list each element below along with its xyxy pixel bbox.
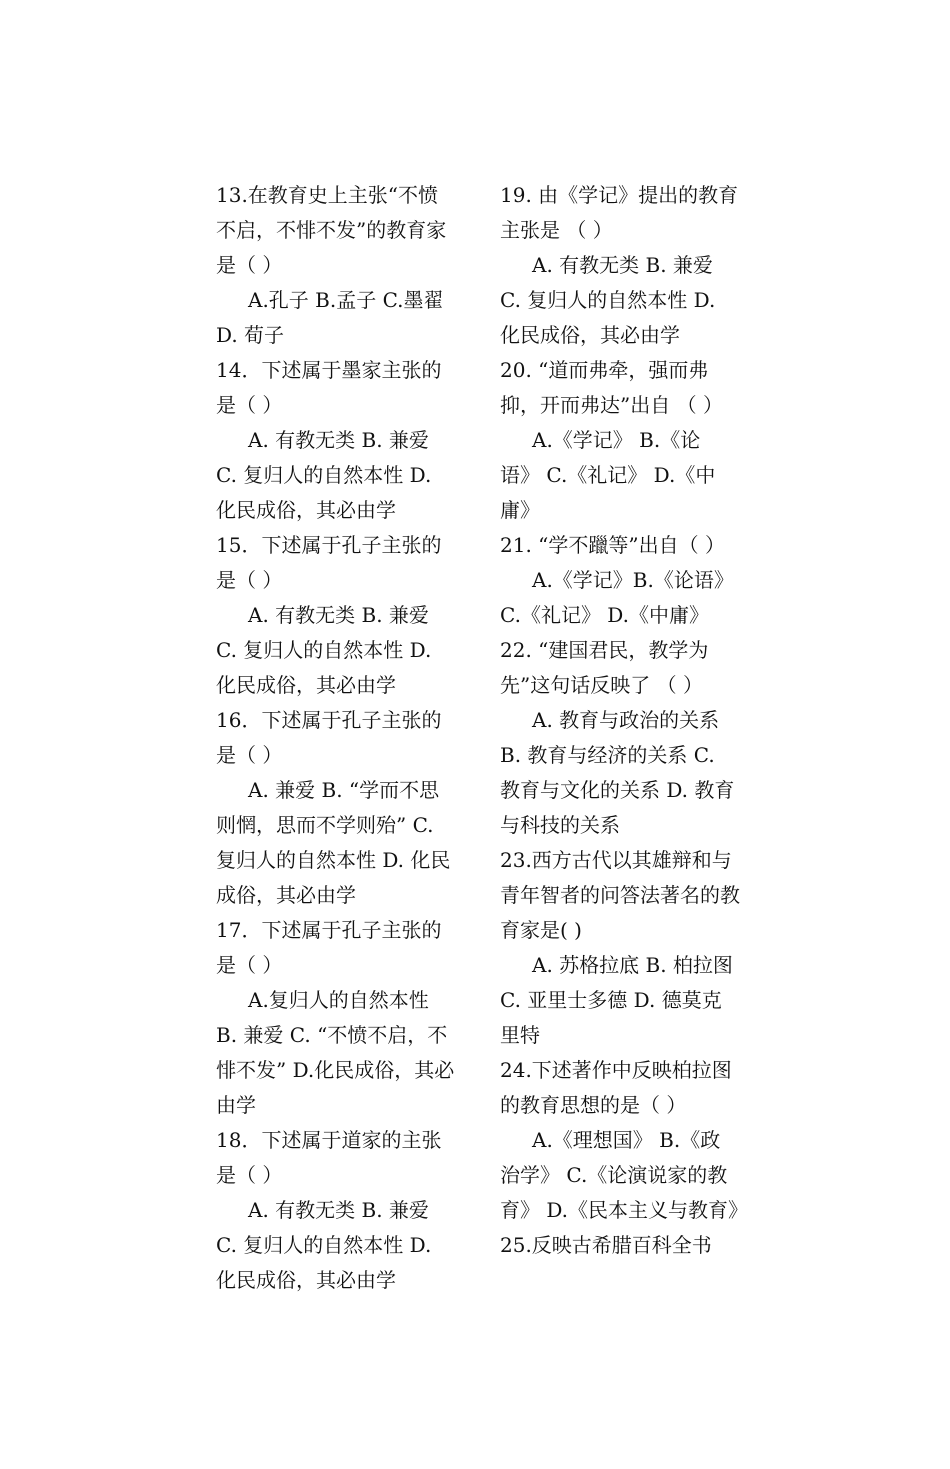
question-options: A. 有教无类 B. 兼爱 C. 复归人的自然本性 D. 化民成俗，其必由学 bbox=[500, 253, 716, 347]
question-text: 23.西方古代以其雄辩和与青年智者的问答法著名的教育家是( ) bbox=[500, 848, 740, 942]
question-item bbox=[216, 703, 456, 913]
question-text: 20. “道而弗牵，强而弗抑，开而弗达”出自 （ ） bbox=[500, 358, 723, 417]
question-item bbox=[500, 1053, 749, 1228]
question-text: 13.在教育史上主张“不愤不启，不悱不发”的教育家是（ ） bbox=[216, 183, 447, 277]
question-options: A.《学记》 B.《论语》 C.《礼记》 D.《中庸》 bbox=[500, 428, 716, 522]
question-text: 16．下述属于孔子主张的是（ ） bbox=[216, 708, 442, 767]
question-options: A. 有教无类 B. 兼爱 C. 复归人的自然本性 D. 化民成俗，其必由学 bbox=[216, 428, 432, 522]
question-item bbox=[216, 178, 456, 353]
question-options: A. 兼爱 B. “学而不思则惘，思而不学则殆” C. 复归人的自然本性 D. 化民成俗，其必由学 bbox=[216, 778, 451, 907]
question-text: 18．下述属于道家的主张是（ ） bbox=[216, 1128, 442, 1187]
question-options: A.孔子 B.孟子 C.墨翟 D. 荀子 bbox=[216, 288, 444, 347]
question-options: A. 有教无类 B. 兼爱 C. 复归人的自然本性 D. 化民成俗，其必由学 bbox=[216, 1198, 432, 1292]
question-item bbox=[500, 178, 740, 353]
question-item bbox=[216, 528, 456, 703]
question-options: A.复归人的自然本性 B. 兼爱 C. “不愤不启，不悱不发” D.化民成俗，其必由学 bbox=[216, 988, 455, 1117]
question-text: 14．下述属于墨家主张的是（ ） bbox=[216, 358, 442, 417]
question-options: A. 苏格拉底 B. 柏拉图 C. 亚里士多德 D. 德莫克里特 bbox=[500, 953, 733, 1047]
question-text: 19. 由《学记》提出的教育主张是 （ ） bbox=[500, 183, 739, 242]
question-item bbox=[500, 353, 740, 528]
question-options: A. 有教无类 B. 兼爱 C. 复归人的自然本性 D. 化民成俗，其必由学 bbox=[216, 603, 432, 697]
question-item bbox=[216, 913, 456, 1123]
question-item bbox=[216, 353, 456, 528]
question-item bbox=[500, 843, 740, 1053]
left-column bbox=[216, 178, 456, 1298]
question-options: A. 教育与政治的关系 B. 教育与经济的关系 C. 教育与文化的关系 D. 教育与科技的关系 bbox=[500, 708, 735, 837]
question-text: 21. “学不躐等”出自（ ） bbox=[500, 533, 725, 557]
question-text: 25.反映古希腊百科全书 bbox=[500, 1233, 712, 1257]
question-item bbox=[500, 633, 740, 843]
question-item bbox=[500, 1228, 740, 1263]
question-options: A.《理想国》 B.《政治学》 C.《论演说家的教育》 D.《民本主义与教育》 bbox=[500, 1128, 749, 1222]
question-item bbox=[500, 528, 740, 633]
question-text: 22. “建国君民，教学为先”这句话反映了 （ ） bbox=[500, 638, 709, 697]
question-item bbox=[216, 1123, 456, 1298]
question-text: 15．下述属于孔子主张的是（ ） bbox=[216, 533, 442, 592]
right-column bbox=[500, 178, 749, 1263]
question-text: 17．下述属于孔子主张的是（ ） bbox=[216, 918, 442, 977]
question-text: 24.下述著作中反映柏拉图的教育思想的是（ ） bbox=[500, 1058, 732, 1117]
question-options: A.《学记》B.《论语》 C.《礼记》 D.《中庸》 bbox=[500, 568, 734, 627]
